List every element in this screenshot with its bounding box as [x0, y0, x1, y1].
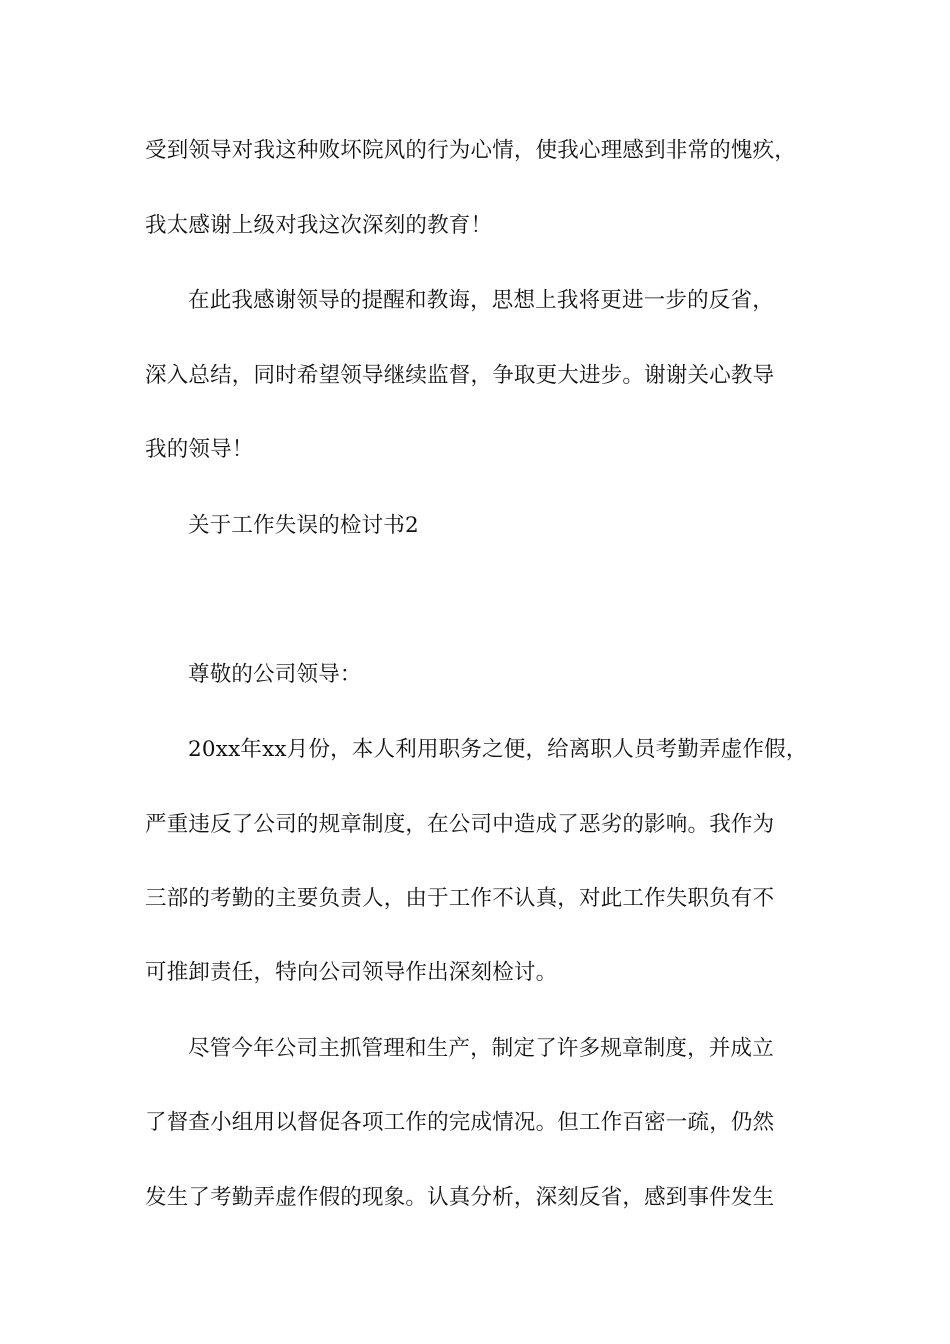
text-line: 严重违反了公司的规章制度，在公司中造成了恶劣的影响。我作为: [145, 812, 775, 837]
text-line: 可推卸责任，特向公司领导作出深刻检讨。: [145, 960, 558, 985]
paragraph-first-line: 20xx年xx月份，本人利用职务之便，给离职人员考勤弄虚作假，: [188, 737, 808, 762]
text-line: 受到领导对我这种败坏院风的行为心情，使我心理感到非常的愧疚，: [145, 138, 797, 163]
salutation: 尊敬的公司领导：: [188, 662, 362, 687]
text-line: 我太感谢上级对我这次深刻的教育！: [145, 213, 493, 238]
text-line: 深入总结，同时希望领导继续监督，争取更大进步。谢谢关心教导: [145, 363, 775, 388]
text-line: 发生了考勤弄虚作假的现象。认真分析，深刻反省，感到事件发生: [145, 1185, 775, 1210]
paragraph-first-line: 尽管今年公司主抓管理和生产，制定了许多规章制度，并成立: [188, 1036, 774, 1061]
text-line: 了督查小组用以督促各项工作的完成情况。但工作百密一疏，仍然: [145, 1110, 775, 1135]
text-line: 三部的考勤的主要负责人，由于工作不认真，对此工作失职负有不: [145, 886, 775, 911]
section-title: 关于工作失误的检讨书2: [188, 513, 419, 538]
paragraph-first-line: 在此我感谢领导的提醒和教诲，思想上我将更进一步的反省，: [188, 288, 774, 313]
text-line: 我的领导！: [145, 437, 254, 462]
